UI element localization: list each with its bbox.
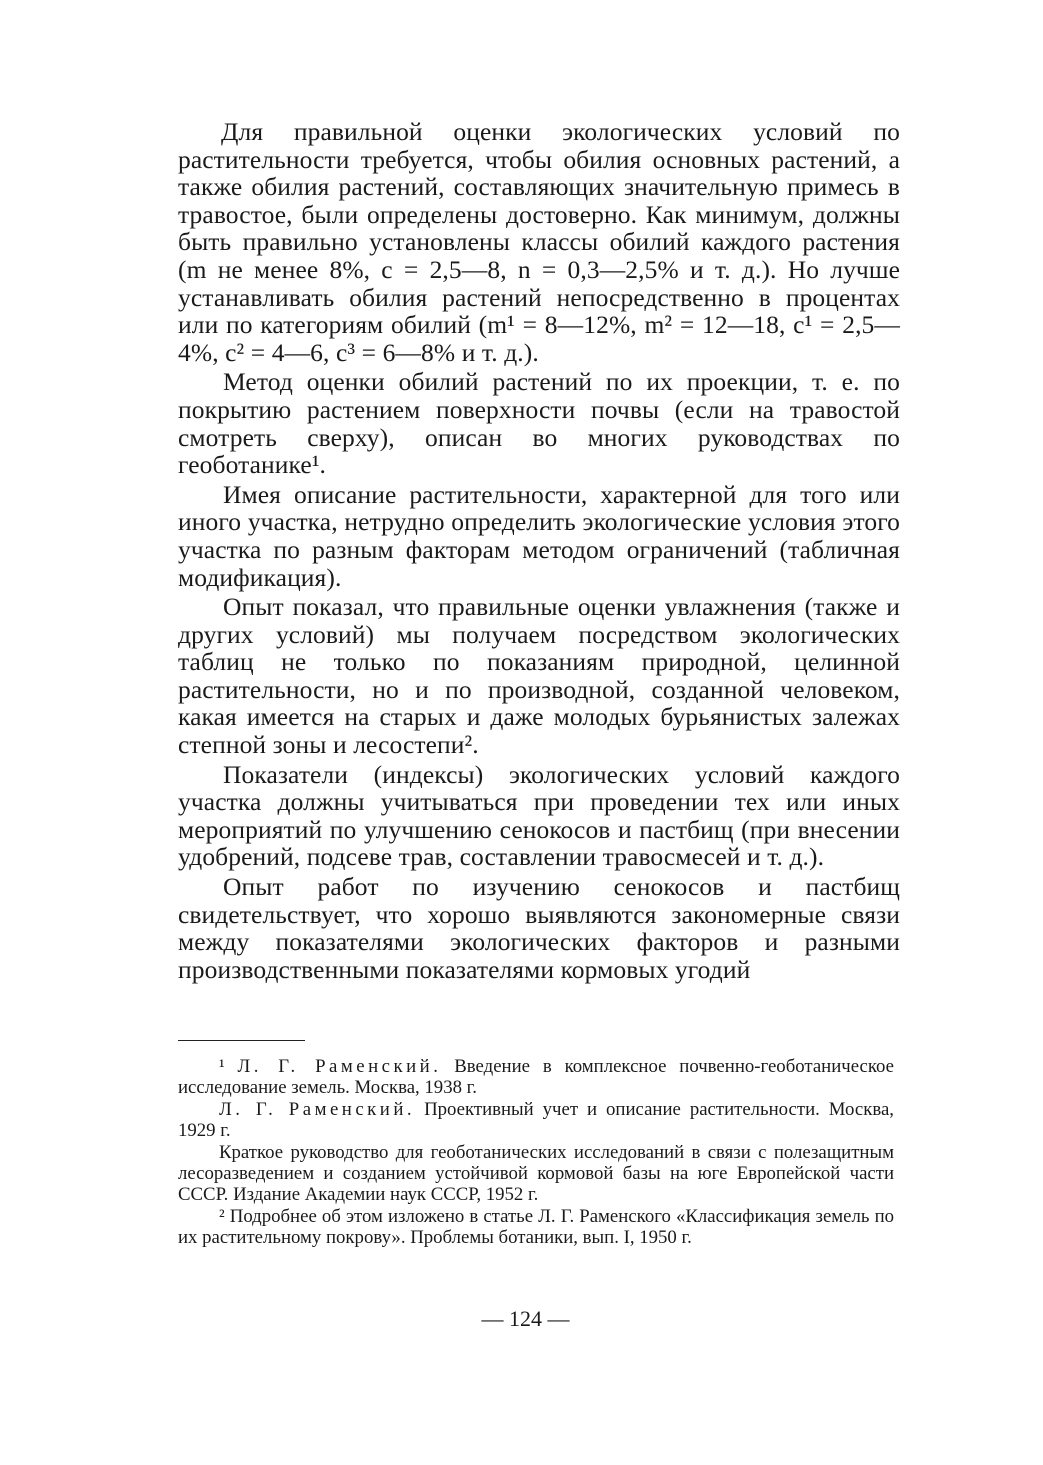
- footnote-marker: ²: [219, 1206, 230, 1228]
- page-number-label: — 124 —: [481, 1306, 570, 1331]
- footnote-author: Л. Г. Раменский.: [219, 1099, 416, 1121]
- footnote-marker: ¹: [219, 1056, 238, 1077]
- paragraph: Опыт показал, что правильные оценки увлажнения (также и других условий) мы получаем посредством экологических таблиц не только по показаниям природной, целинной растительности, но и по производной, созданной человеком, какая имеется на старых и даже молодых бурьянистых залежах степной зоны и лесостепи².: [178, 592, 900, 760]
- footnote-text: Проективный учет и описание растительности. Москва, 1929 г.: [178, 1099, 894, 1141]
- page-number: [0, 1306, 1043, 1332]
- footnote-separator: [178, 1040, 305, 1041]
- main-text: [178, 118, 900, 983]
- paragraph: Для правильной оценки экологических условий по растительности требуется, чтобы обилия основных растений, а также обилия растений, составляющих значительную примесь в травостое, были определены достоверно. Как минимум, должны быть правильно установлены классы обилий каждого растения (m не менее 8%, c = 2,5—8, n = 0,3—2,5% и т. д.). Но лучше устанавливать обилия растений непосредственно в процентах или по категориям обилий (m¹ = 8—12%, m² = 12—18, c¹ = 2,5—4%, c² = 4—6, c³ = 6—8% и т. д.).: [178, 117, 900, 367]
- footnote: [178, 1207, 894, 1248]
- paragraph: Показатели (индексы) экологических условий каждого участка должны учитываться при проведении тех или иных мероприятий по улучшению сенокосов и пастбищ (при внесении удобрений, подсеве трав, составлении травосмесей и т. д.).: [178, 759, 900, 872]
- footnotes: [178, 1057, 894, 1250]
- paragraph: Опыт работ по изучению сенокосов и пастбищ свидетельствует, что хорошо выявляются закономерные связи между показателями экологических факторов и разными производственными показателями кормовых угодий: [178, 872, 900, 984]
- footnote-text: Подробнее об этом изложено в статье Л. Г. Раменского «Классификация земель по их растительному покрову». Проблемы ботаники, вып. I, 1950 г.: [178, 1206, 895, 1248]
- paragraph: Метод оценки обилий растений по их проекции, т. е. по покрытию растением поверхности почвы (если на травостой смотреть сверху), описан во многих руководствах по геоботанике¹.: [178, 367, 900, 480]
- footnote-author: Л. Г. Раменский.: [237, 1056, 442, 1077]
- footnote-text: Введение в комплексное почвенно-геоботаническое исследование земель. Москва, 1938 г.: [178, 1056, 894, 1098]
- footnote: [178, 1057, 894, 1098]
- footnote: [178, 1143, 894, 1205]
- paragraph: Имея описание растительности, характерной для того или иного участка, нетрудно определить экологические условия этого участка по разным факторам методом ограничений (табличная модификация).: [178, 479, 900, 592]
- footnote-text: Краткое руководство для геоботанических исследований в связи с полезащитным лесоразведением и созданием устойчивой кормовой базы на юге Европейской части СССР. Издание Академии наук СССР, 1952 г.: [178, 1142, 894, 1205]
- footnote: [178, 1100, 894, 1141]
